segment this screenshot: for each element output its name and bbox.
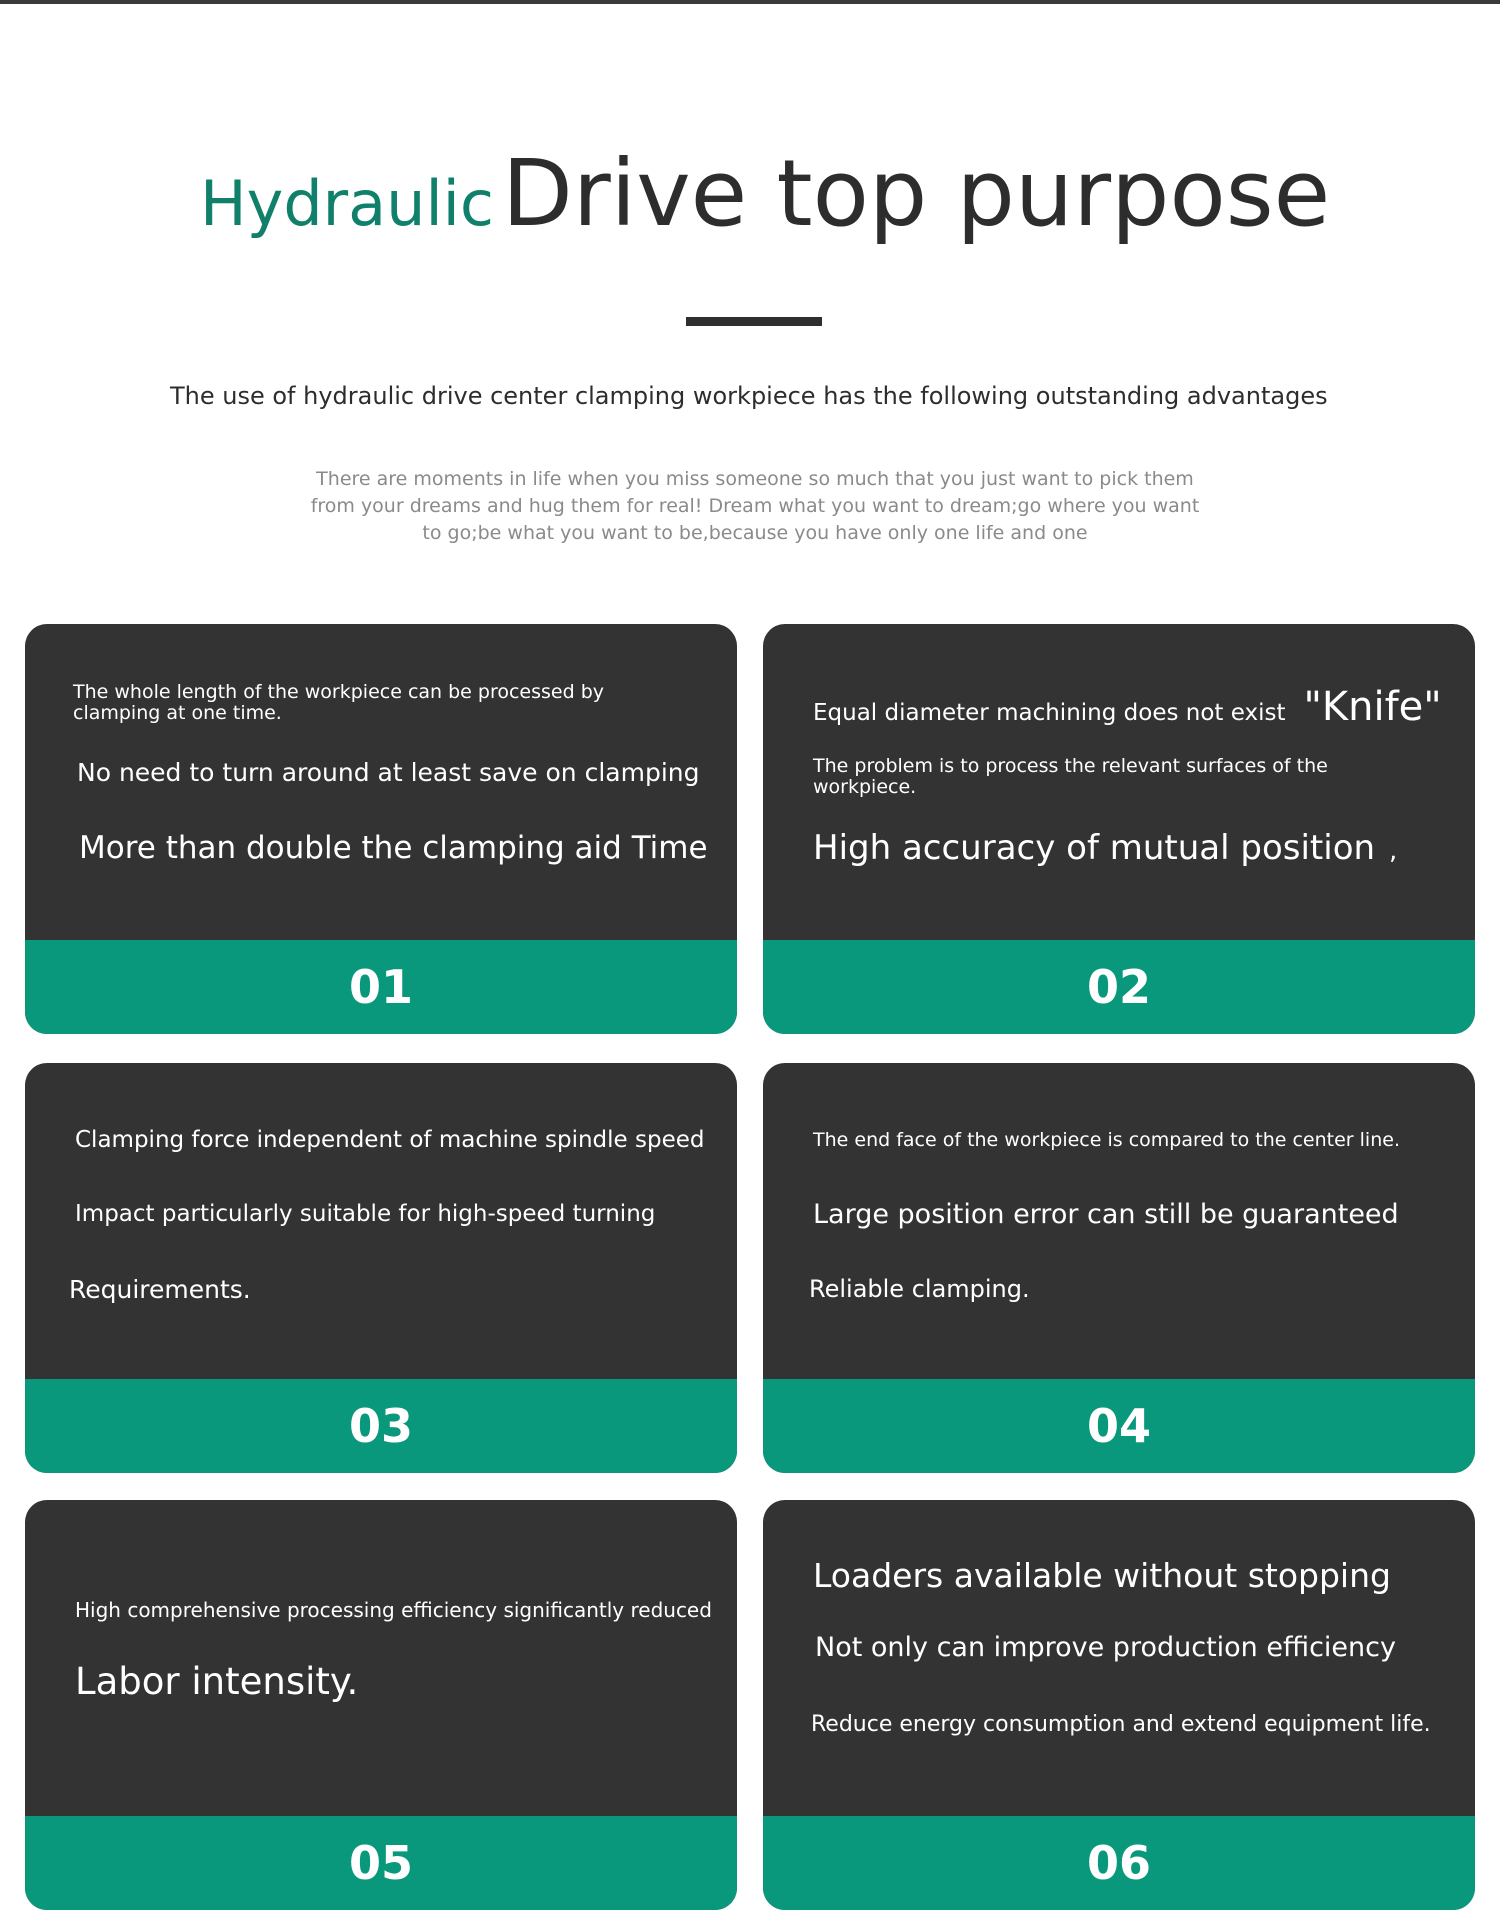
card-line: The whole length of the workpiece can be processed by clamping at one time.: [73, 681, 605, 724]
card-number: 06: [1086, 1836, 1151, 1890]
card-number-bar: [763, 1816, 1475, 1910]
card-line: Not only can improve production efficiency: [815, 1632, 1396, 1663]
subtitle: The use of hydraulic drive center clamping workpiece has the following outstanding advantages: [170, 382, 1328, 410]
card-line: No need to turn around at least save on clamping: [77, 758, 700, 787]
card-line: Large position error can still be guaranteed: [813, 1199, 1399, 1230]
card-number-bar: [25, 1816, 737, 1910]
card-line: The problem is to process the relevant surfaces of the workpiece.: [813, 755, 1328, 798]
card-number: 01: [348, 960, 413, 1014]
title-underline: [686, 317, 822, 326]
advantage-card-05: [25, 1500, 737, 1910]
card-number-bar: [25, 1379, 737, 1473]
card-line: [813, 828, 1397, 868]
advantage-card-04: [763, 1063, 1475, 1473]
card-line-text: Equal diameter machining does not exist: [813, 700, 1286, 726]
card-line: The end face of the workpiece is compared to the center line.: [813, 1129, 1400, 1151]
card-line: Labor intensity.: [75, 1660, 359, 1703]
filler-paragraph: There are moments in life when you miss someone so much that you just want to pick them from your dreams and hug them for real! Dream what you want to dream;go where you want to go;be what you want to be,because you have only one life and one: [310, 468, 1200, 544]
card-line: Requirements.: [69, 1275, 251, 1304]
card-line: Reliable clamping.: [809, 1275, 1030, 1303]
card-line-quote: "Knife": [1303, 684, 1442, 730]
card-number-bar: [25, 940, 737, 1034]
top-divider: [0, 0, 1500, 4]
advantage-card-02: [763, 624, 1475, 1034]
card-line: High comprehensive processing efficiency significantly reduced: [75, 1598, 712, 1622]
card-number-bar: [763, 940, 1475, 1034]
advantage-card-06: [763, 1500, 1475, 1910]
advantage-card-01: [25, 624, 737, 1034]
page-title: [200, 140, 1340, 247]
card-line: Loaders available without stopping: [813, 1556, 1391, 1595]
title-main: Drive top purpose: [502, 140, 1331, 247]
card-number-bar: [763, 1379, 1475, 1473]
card-line: Clamping force independent of machine spindle speed: [75, 1127, 705, 1153]
title-accent: Hydraulic: [200, 167, 494, 240]
card-number: 04: [1086, 1399, 1151, 1453]
card-line: More than double the clamping aid Time: [79, 830, 708, 866]
advantage-card-03: [25, 1063, 737, 1473]
card-number: 02: [1086, 960, 1151, 1014]
card-line-text: High accuracy of mutual position: [813, 828, 1376, 868]
card-line: [813, 684, 1442, 730]
card-number: 03: [348, 1399, 413, 1453]
card-line: Impact particularly suitable for high-speed turning: [75, 1201, 656, 1227]
card-number: 05: [348, 1836, 413, 1890]
card-line-comma: ,: [1389, 836, 1398, 866]
card-line: Reduce energy consumption and extend equipment life.: [811, 1712, 1431, 1737]
